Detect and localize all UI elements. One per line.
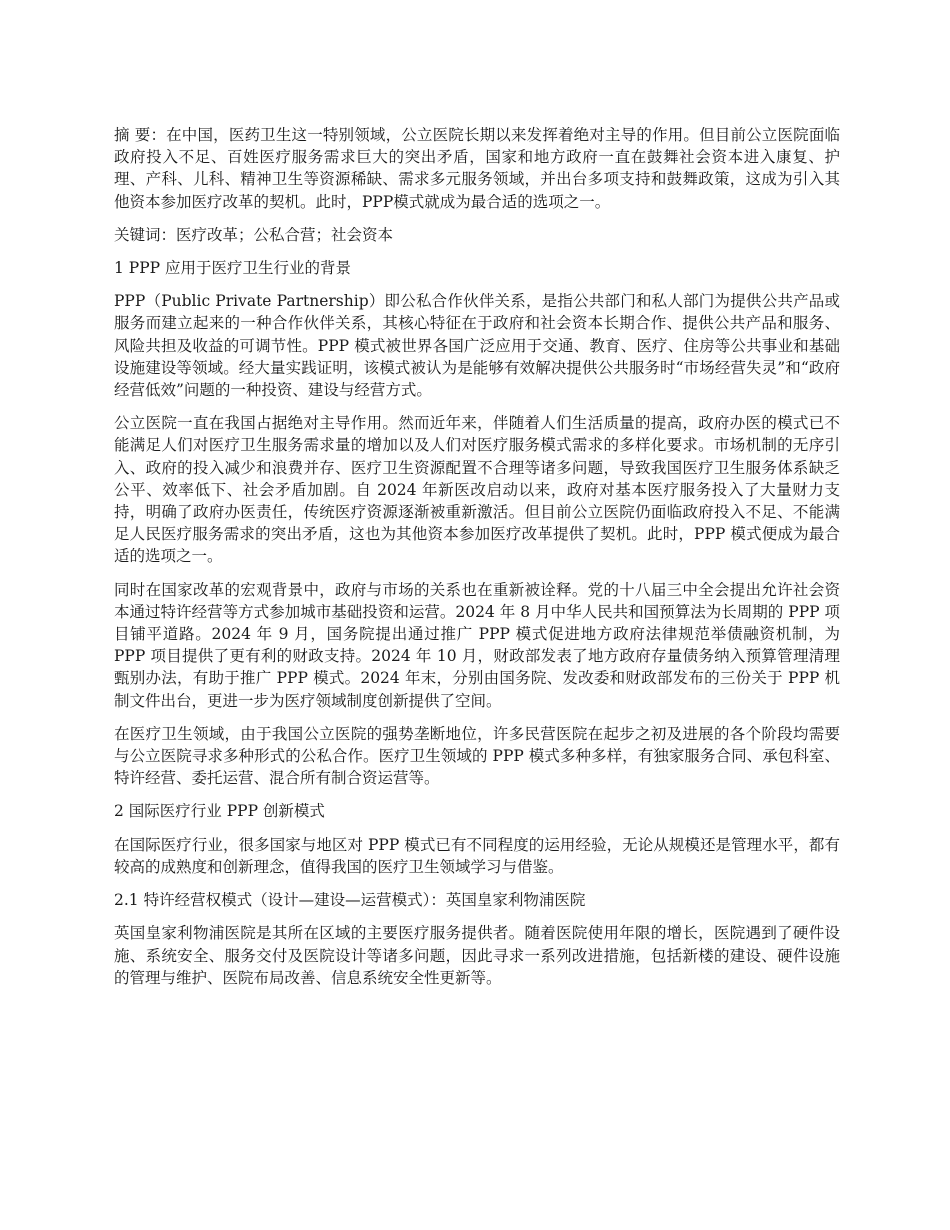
section-1-paragraph-2: 公立医院一直在我国占据绝对主导作用。然而近年来，伴随着人们生活质量的提高，政府办医的模式已不能满足人们对医疗卫生服务需求量的增加以及人们对医疗服务模式需求的多样化要求。市场机制的无序引入、政府的投入减少和浪费并存、医疗卫生资源配置不合理等诸多问题，导致我国医疗卫生服务体系缺乏公平、效率低下、社会矛盾加剧。自 2024 年新医改启动以来，政府对基本医疗服务投入了大量财力支持，明确了政府办医责任，传统医疗资源逐渐被重新激活。但目前公立医院仍面临政府投入不足、不能满足人民医疗服务需求的突出矛盾，这也为其他资本参加医疗改革提供了契机。此时，PPP 模式便成为最合适的选项之一。: [114, 414, 840, 566]
section-1-paragraph-1: PPP（Public Private Partnership）即公私合作伙伴关系，是指公共部门和私人部门为提供公共产品或服务而建立起来的一种合作伙伴关系，其核心特征在于政府和社会资本长期合作、提供公共产品和服务、风险共担及收益的可调节性。PPP 模式被世界各国广泛应用于交通、教育、医疗、住房等公共事业和基础设施建设等领域。经大量实践证明，该模式被认为是能够有效解决提供公共服务时“市场经营失灵”和“政府经营低效”问题的一种投资、建设与经营方式。: [114, 292, 840, 400]
section-1-heading: 1 PPP 应用于医疗卫生行业的背景: [114, 259, 352, 278]
section-1-paragraph-4: 在医疗卫生领域，由于我国公立医院的强势垄断地位，许多民营医院在起步之初及进展的各个阶段均需要与公立医院寻求多种形式的公私合作。医疗卫生领域的 PPP 模式多种多样，有独家服务合同、承包科室、特许经营、委托运营、混合所有制合资运营等。: [114, 724, 840, 788]
section-2-1-heading: 2.1 特许经营权模式（设计—建设—运营模式）：英国皇家利物浦医院: [114, 891, 586, 910]
keywords-line: 关键词：医疗改革；公私合营；社会资本: [114, 225, 394, 244]
section-2-paragraph-1: 在国际医疗行业，很多国家与地区对 PPP 模式已有不同程度的运用经验，无论从规模还是管理水平，都有较高的成熟度和创新理念，值得我国的医疗卫生领域学习与借鉴。: [114, 835, 840, 876]
section-2-1-paragraph-1: 英国皇家利物浦医院是其所在区域的主要医疗服务提供者。随着医院使用年限的增长，医院遇到了硬件设施、系统安全、服务交付及医院设计等诸多问题，因此寻求一系列改进措施，包括新楼的建设、硬件设施的管理与维护、医院布局改善、信息系统安全性更新等。: [114, 924, 840, 987]
abstract-paragraph: 摘 要：在中国，医药卫生这一特别领域，公立医院长期以来发挥着绝对主导的作用。但目前公立医院面临政府投入不足、百姓医疗服务需求巨大的突出矛盾，国家和地方政府一直在鼓舞社会资本进入康复、护理、产科、儿科、精神卫生等资源稀缺、需求多元服务领域，并出台多项支持和鼓舞政策，这成为引入其他资本参加医疗改革的契机。此时，PPP模式就成为最合适的选项之一。: [114, 126, 840, 211]
section-2-heading: 2 国际医疗行业 PPP 创新模式: [114, 802, 325, 821]
document-page: [114, 124, 840, 1000]
section-1-paragraph-3: 同时在国家改革的宏观背景中，政府与市场的关系也在重新被诠释。党的十八届三中全会提出允许社会资本通过特许经营等方式参加城市基础投资和运营。2024 年 8 月中华人民共和国预算法为长周期的 PPP 项目铺平道路。2024 年 9 月，国务院提出通过推广 PPP 模式促进地方政府法律规范举债融资机制，为 PPP 项目提供了更有利的财政支持。2024 年 10 月，财政部发表了地方政府存量债务纳入预算管理清理甄别办法，有助于推广 PPP 模式。2024 年末，分别由国务院、发改委和财政部发布的三份关于 PPP 机制文件出台，更进一步为医疗领域制度创新提供了空间。: [114, 580, 840, 710]
